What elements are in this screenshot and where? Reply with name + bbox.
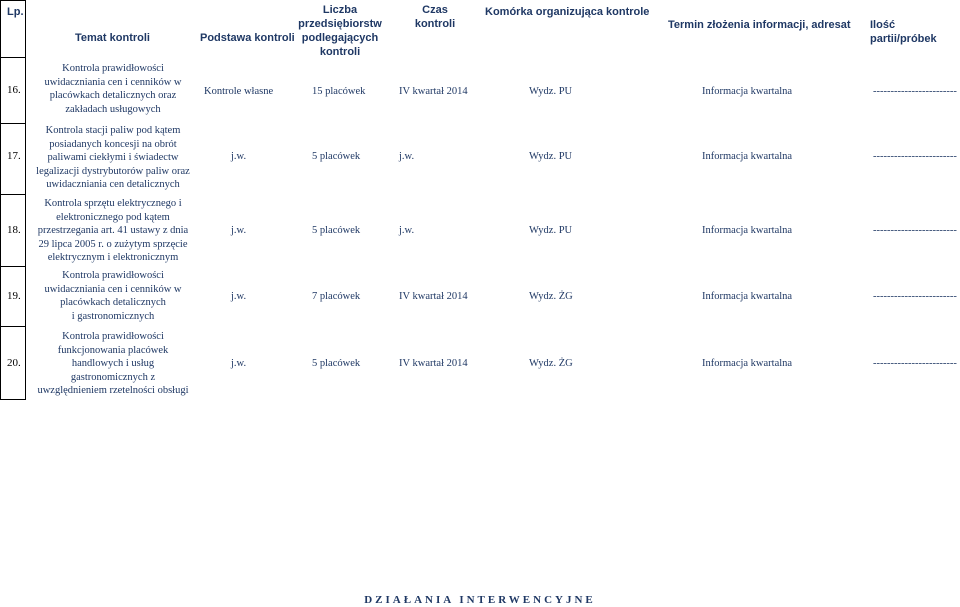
row-divider [0,194,26,195]
header-czas [400,3,470,31]
row-ilosc: ------------------------ [873,291,957,302]
header-czas-line: kontroli [414,18,456,30]
row-ilosc: ------------------------ [873,86,957,97]
row-liczba: 5 placówek [312,225,361,236]
topic-line: Kontrola prawidłowości [62,63,164,74]
row-divider [0,57,26,58]
table-bottom-border [0,399,26,400]
header-liczba-line: kontroli [319,46,361,58]
row-number: 16. [7,84,21,96]
row-topic [28,124,198,192]
row-termin: Informacja kwartalna [702,291,793,302]
row-komorka: Wydz. ŻG [529,358,573,369]
header-liczba-line: podlegających [301,32,379,44]
topic-line: 29 lipca 2005 r. o zużytym sprzęcie [38,238,188,250]
row-divider [0,123,26,124]
row-czas: IV kwartał 2014 [399,291,468,302]
row-liczba: 5 placówek [312,358,361,369]
topic-line: gastronomicznych z [70,371,156,383]
row-czas: IV kwartał 2014 [399,358,468,369]
topic-line: handlowych i usług [71,358,155,369]
topic-line: uwidaczniania cen i cenników w [44,76,182,88]
row-divider [0,326,26,327]
row-divider [0,266,26,267]
topic-line: uwidaczniania cen i cenników w [44,283,182,295]
row-podstawa: j.w. [231,358,247,369]
row-czas: j.w. [399,151,415,162]
row-komorka: Wydz. PU [529,86,573,97]
row-czas: IV kwartał 2014 [399,86,468,97]
topic-line: Kontrola prawidłowości [62,270,164,281]
header-ilosc: Ilość partii/próbek [870,19,937,45]
header-lp: Lp. [7,6,24,18]
row-liczba: 5 placówek [312,151,361,162]
row-komorka: Wydz. PU [529,151,573,162]
table-top-border [0,0,26,1]
topic-line: funkcjonowania placówek [57,344,169,356]
table-left-border [0,0,1,400]
row-ilosc: ------------------------ [873,151,957,162]
header-czas-line: Czas [422,4,448,16]
row-liczba: 15 placówek [312,86,366,97]
topic-line: paliwami ciekłymi i świadectw [47,152,179,163]
section-heading: DZIAŁANIA INTERWENCYJNE [364,594,596,606]
header-podstawa: Podstawa kontroli [200,32,295,44]
topic-line: zakładach usługowych [65,103,161,115]
row-termin: Informacja kwartalna [702,225,793,236]
row-topic [28,62,198,116]
row-ilosc: ------------------------ [873,225,957,236]
row-number: 17. [7,150,21,162]
row-komorka: Wydz. ŻG [529,291,573,302]
row-termin: Informacja kwartalna [702,358,793,369]
row-liczba: 7 placówek [312,291,361,302]
row-number: 19. [7,290,21,302]
topic-line: legalizacji dystrybutorów paliw oraz [36,165,190,177]
header-temat: Temat kontroli [75,32,150,44]
header-liczba [290,3,390,59]
row-podstawa: j.w. [231,151,247,162]
row-czas: j.w. [399,225,415,236]
topic-line: uwzględnieniem rzetelności obsługi [37,385,189,396]
row-podstawa: j.w. [231,225,247,236]
row-ilosc: ------------------------ [873,358,957,369]
column-divider [25,0,26,400]
row-topic [28,269,198,323]
row-podstawa: j.w. [231,291,247,302]
row-podstawa: Kontrole własne [204,86,274,97]
row-termin: Informacja kwartalna [702,86,793,97]
topic-line: Kontrola prawidłowości [62,331,164,342]
topic-line: placówkach detalicznych [60,297,166,308]
row-topic [28,330,198,398]
row-number: 18. [7,224,21,236]
topic-line: uwidaczniania cen detalicznych [46,179,180,190]
topic-line: elektronicznego pod kątem [56,211,170,223]
header-termin: Termin złożenia informacji, adresat [668,19,851,31]
row-komorka: Wydz. PU [529,225,573,236]
topic-line: elektrycznym i elektronicznym [47,252,179,263]
header-liczba-line: przedsiębiorstw [298,18,382,30]
topic-line: Kontrola sprzętu elektrycznego i [44,198,182,209]
topic-line: i gastronomicznych [71,310,155,322]
topic-line: placówkach detalicznych oraz [49,90,177,101]
header-komorka: Komórka organizująca kontrole [485,6,650,18]
row-number: 20. [7,357,21,369]
topic-line: posiadanych koncesji na obrót [49,138,177,150]
topic-line: przestrzegania art. 41 ustawy z dnia [37,225,189,236]
topic-line: Kontrola stacji paliw pod kątem [45,125,181,136]
header-liczba-line: Liczba [322,4,358,16]
row-topic [28,197,198,265]
row-termin: Informacja kwartalna [702,151,793,162]
